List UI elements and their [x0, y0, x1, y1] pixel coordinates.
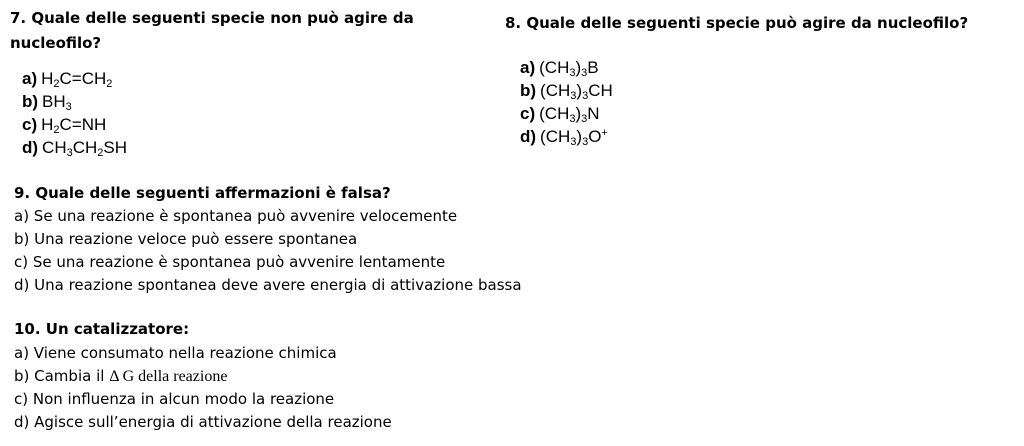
q9-title: 9. Quale delle seguenti affermazioni è falsa? — [14, 184, 391, 202]
q8-option-d: d) $(CH_3)_3O^+$ — [520, 127, 608, 148]
q8-option-b: b) $(CH_3)_3CH$ — [520, 81, 613, 102]
q10-option-c: c) Non influenza in alcun modo la reazione — [14, 390, 335, 408]
delta-g-symbol: Δ G della reazione — [109, 368, 228, 385]
option-label: b) — [520, 81, 537, 100]
q7-title-line2: nucleofilo? — [10, 34, 102, 52]
q9-option-a: a) Se una reazione è spontanea può avvenire velocemente — [14, 207, 458, 225]
q10-option-d: d) Agisce sull’energia di attivazione della reazione — [14, 413, 392, 431]
q9-option-c: c) Se una reazione è spontanea può avvenire lentamente — [14, 253, 446, 271]
option-label: c) — [22, 115, 38, 134]
option-label: b) — [22, 92, 39, 111]
q10-title: 10. Un catalizzatore: — [14, 320, 190, 338]
q10-option-b: b) Cambia il Δ G della reazione — [14, 367, 228, 385]
q9-option-b: b) Una reazione veloce può essere spontanea — [14, 230, 358, 248]
q7-title-line1: 7. Quale delle seguenti specie non può agire da — [10, 9, 414, 27]
q7-option-c: c) $H_2C=NH$ — [22, 115, 107, 136]
q8-option-a: a) $(CH_3)_3B$ — [520, 58, 599, 79]
q8-title: 8. Quale delle seguenti specie può agire da nucleofilo? — [505, 14, 969, 32]
option-label: a) — [22, 69, 38, 88]
option-label: c) — [520, 104, 536, 123]
option-label: a) — [520, 58, 536, 77]
q7-option-d: d) $CH_3CH_2SH$ — [22, 138, 128, 159]
q8-option-c: c) $(CH_3)_3N$ — [520, 104, 600, 125]
q7-option-a: a) $H_2C=CH_2$ — [22, 69, 113, 90]
q7-option-b: b) $BH_3$ — [22, 92, 72, 113]
option-label: d) — [22, 138, 39, 157]
q9-option-d: d) Una reazione spontanea deve avere energia di attivazione bassa — [14, 276, 522, 294]
option-label: d) — [520, 127, 537, 146]
q10-option-a: a) Viene consumato nella reazione chimica — [14, 344, 337, 362]
